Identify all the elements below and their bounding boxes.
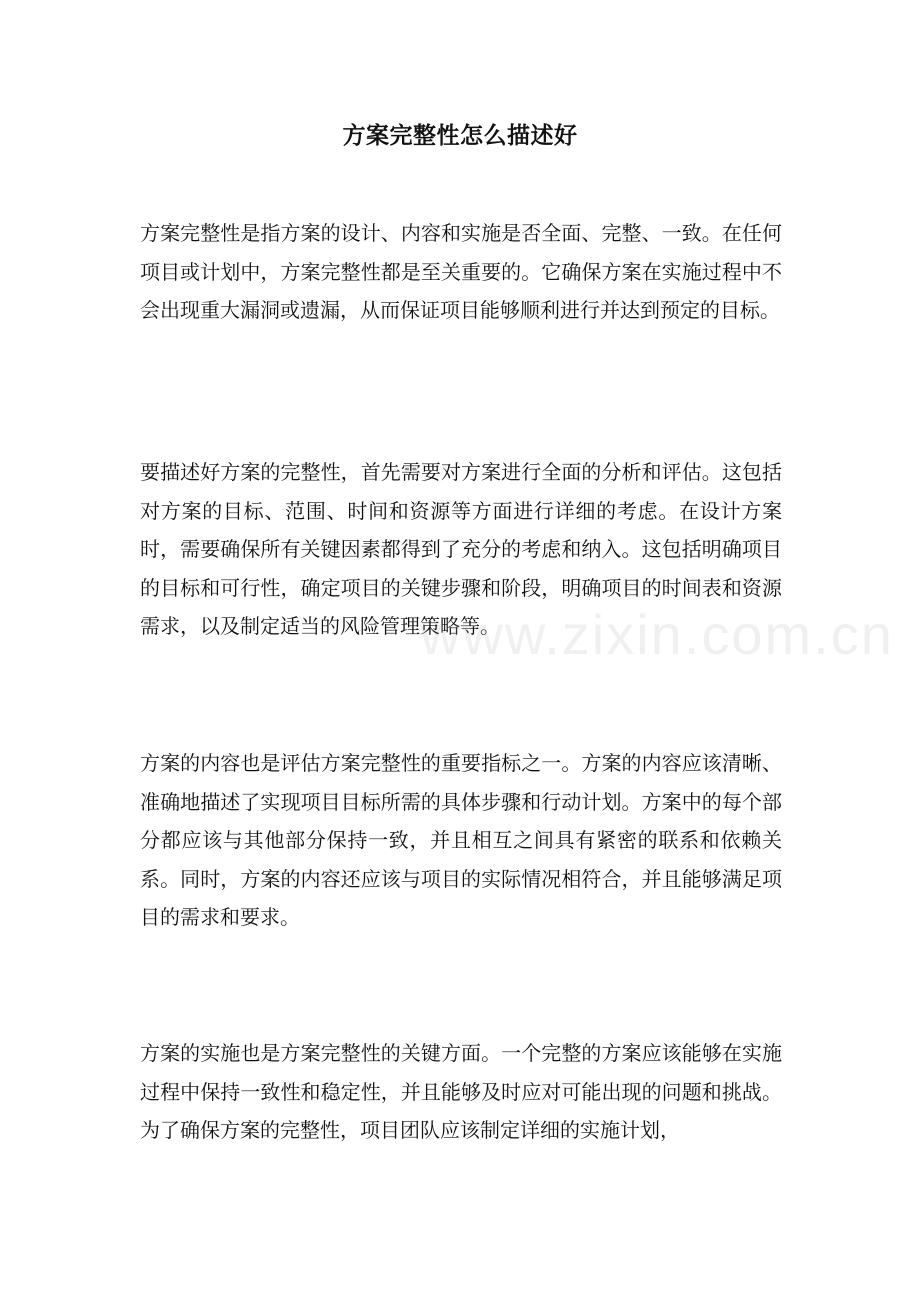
watermark: www.zixin.com.cn	[420, 603, 894, 666]
paragraph-4: 方案的实施也是方案完整性的关键方面。一个完整的方案应该能够在实施过程中保持一致性和稳定性，并且能够及时应对可能出现的问题和挑战。为了确保方案的完整性，项目团队应该制定详细的实施计划，	[140, 1041, 782, 1142]
paragraph-1: 方案完整性是指方案的设计、内容和实施是否全面、完整、一致。在任何项目或计划中，方案完整性都是至关重要的。它确保方案在实施过程中不会出现重大漏洞或遗漏，从而保证项目能够顺利进行并达到预定的目标。	[140, 221, 782, 322]
paragraph-3: 方案的内容也是评估方案完整性的重要指标之一。方案的内容应该清晰、准确地描述了实现项目目标所需的具体步骤和行动计划。方案中的每个部分都应该与其他部分保持一致，并且相互之间具有紧密的联系和依赖关系。同时，方案的内容还应该与项目的实际情况相符合，并且能够满足项目的需求和要求。	[140, 751, 782, 929]
document-title: 方案完整性怎么描述好	[342, 122, 578, 149]
paragraph-2: 要描述好方案的完整性，首先需要对方案进行全面的分析和评估。这包括对方案的目标、范围、时间和资源等方面进行详细的考虑。在设计方案时，需要确保所有关键因素都得到了充分的考虑和纳入。这包括明确项目的目标和可行性，确定项目的关键步骤和阶段，明确项目的时间表和资源需求，以及制定适当的风险管理策略等。	[140, 460, 782, 638]
